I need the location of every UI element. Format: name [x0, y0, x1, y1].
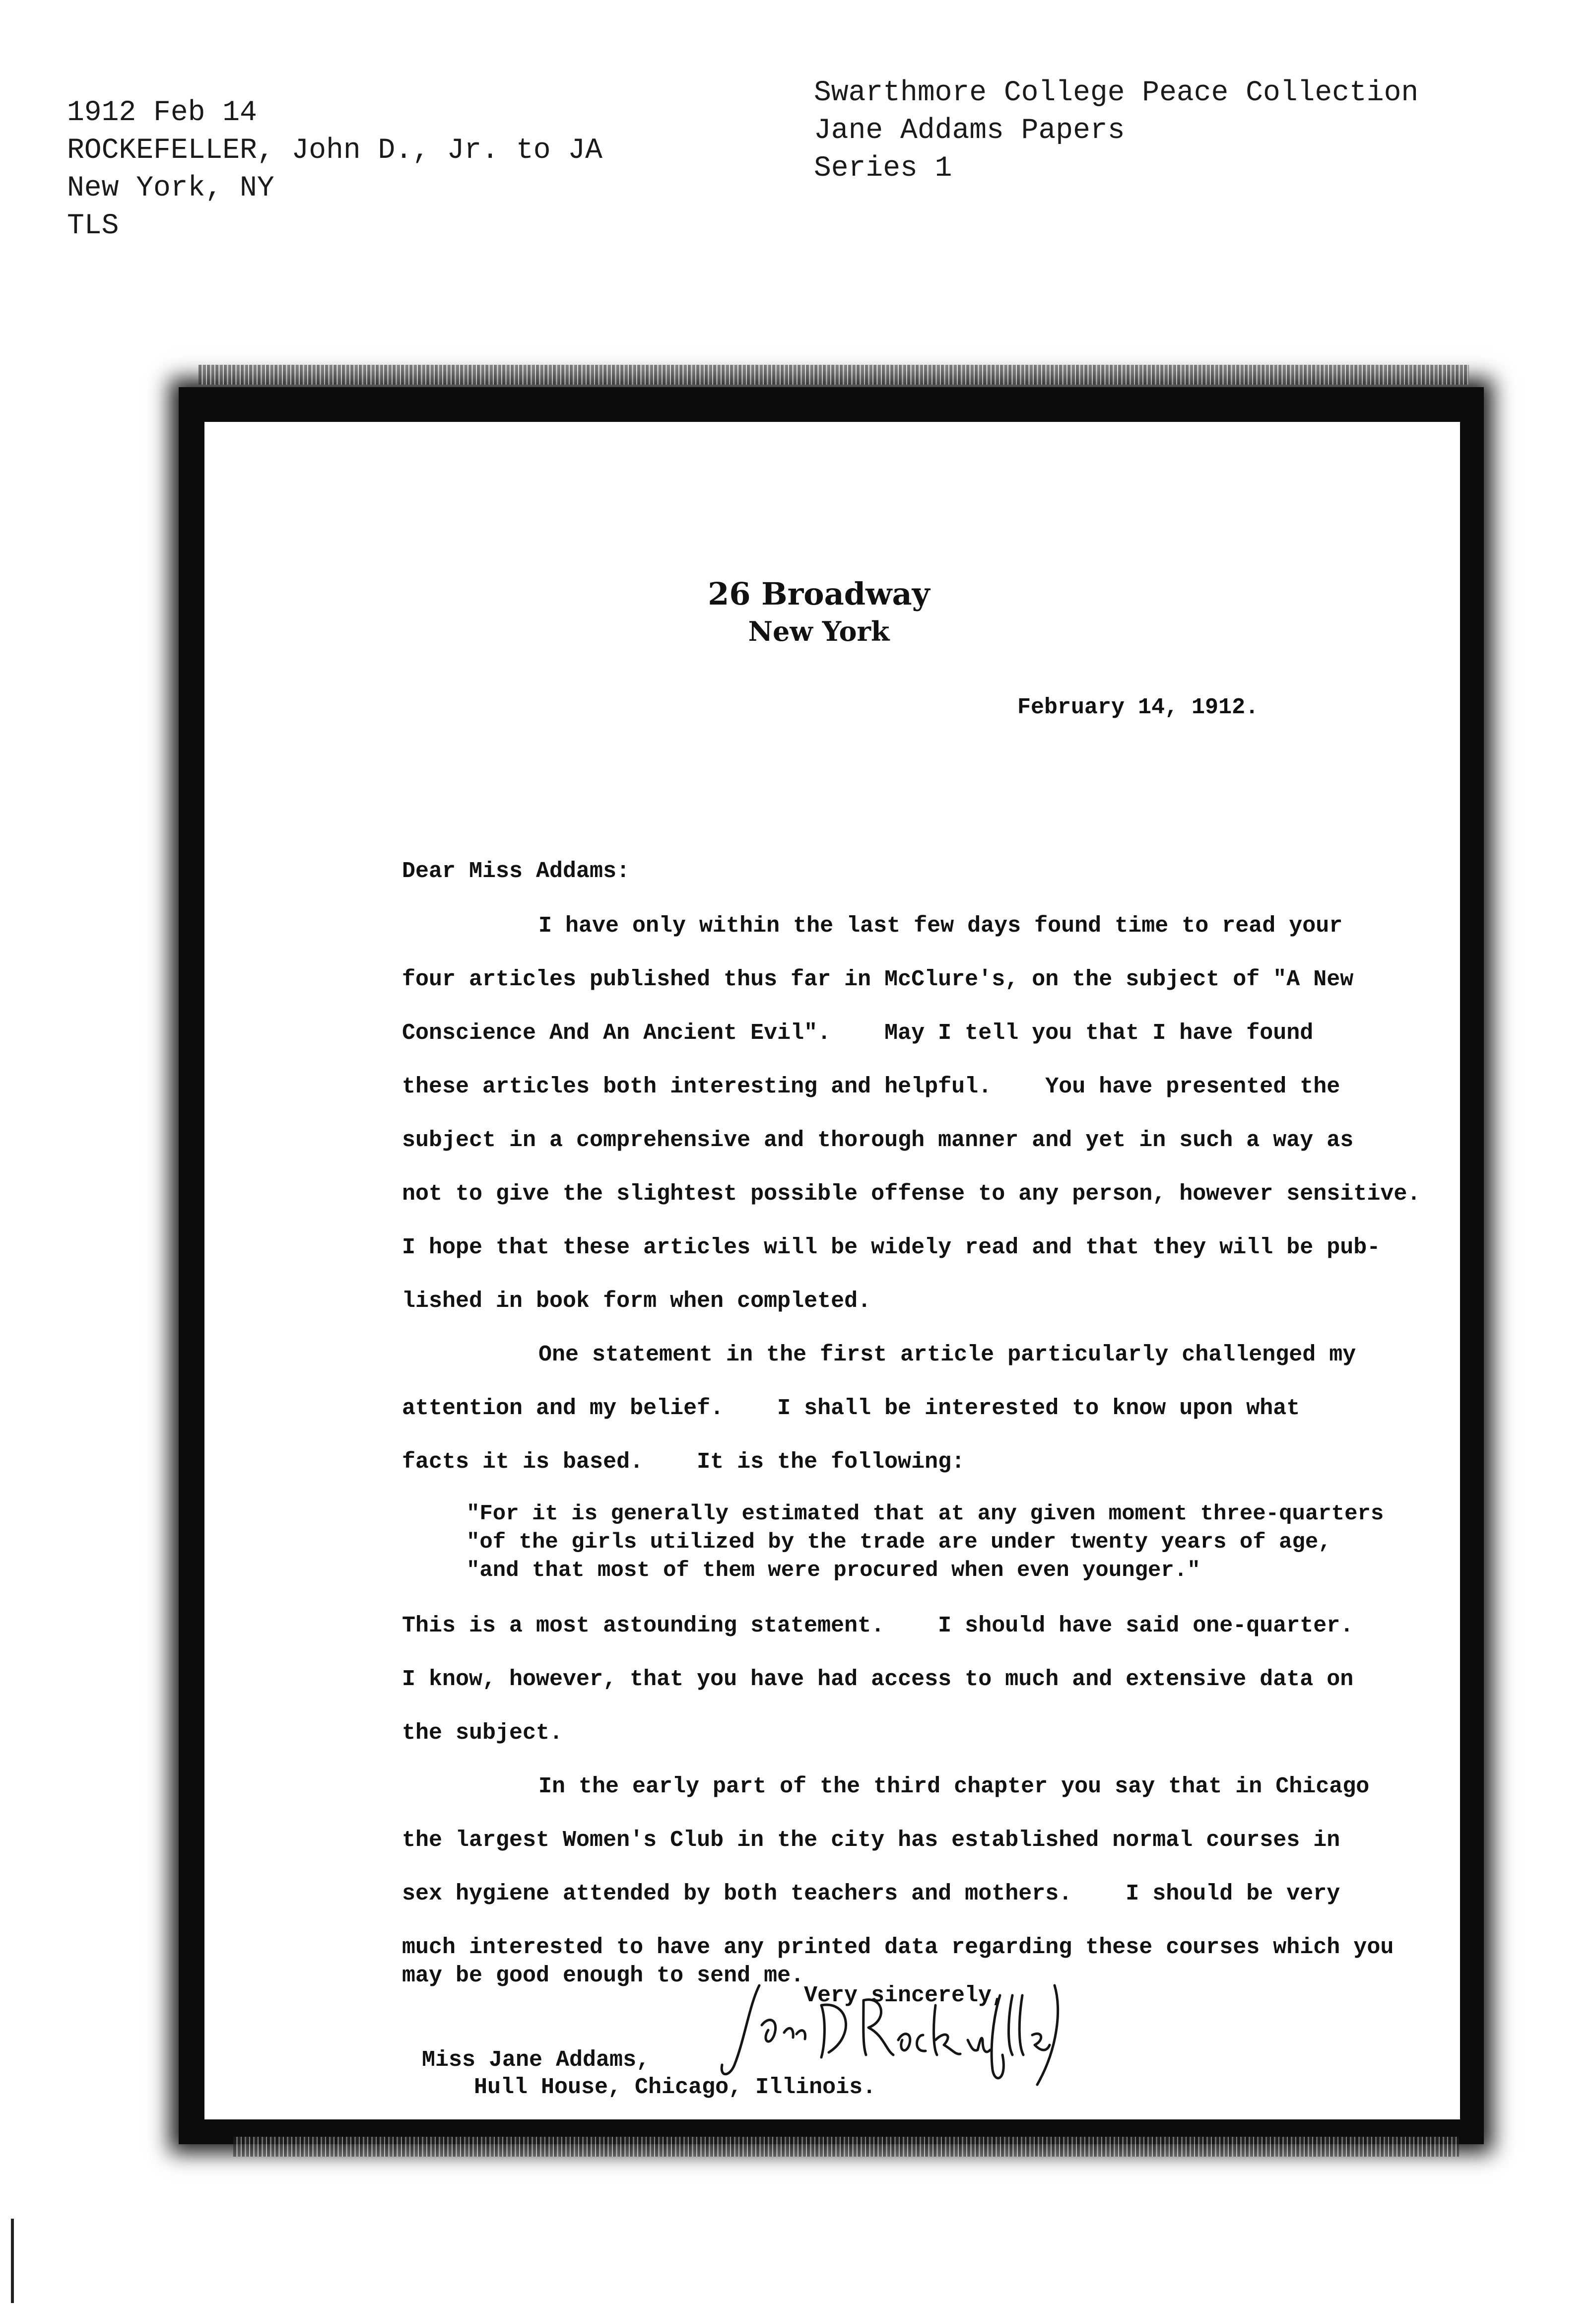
quote-line: "of the girls utilized by the trade are under twenty years of age, — [466, 1530, 1331, 1555]
paragraph2-line: attention and my belief. I shall be interested to know upon what — [402, 1396, 1300, 1421]
paragraph1-line: Conscience And An Ancient Evil". May I tell you that I have found — [402, 1020, 1314, 1046]
collection-papers: Jane Addams Papers — [814, 115, 1125, 147]
paragraph1-line: these articles both interesting and helpful. You have presented the — [402, 1074, 1340, 1099]
quote-line: "and that most of them were procured when even younger." — [466, 1558, 1200, 1583]
collection-name: Swarthmore College Peace Collection — [814, 77, 1419, 109]
scan-edge-top — [199, 365, 1469, 385]
paragraph3-line: I know, however, that you have had access to much and extensive data on — [402, 1667, 1354, 1692]
catalog-correspondents: ROCKEFELLER, John D., Jr. to JA — [67, 135, 602, 167]
paragraph3-line: This is a most astounding statement. I should have said one-quarter. — [402, 1613, 1354, 1638]
paragraph4-line: the largest Women's Club in the city has established normal courses in — [402, 1828, 1340, 1853]
paragraph1-line: I hope that these articles will be widely read and that they will be pub- — [402, 1235, 1381, 1260]
letter-date: February 14, 1912. — [1017, 695, 1259, 720]
paragraph4-line: much interested to have any printed data regarding these courses which you — [402, 1935, 1394, 1960]
quote-line: "For it is generally estimated that at any given moment three-quarters — [466, 1501, 1384, 1526]
catalog-place: New York, NY — [67, 172, 274, 204]
archive-catalog-info — [67, 94, 602, 245]
margin-mark — [11, 2219, 14, 2303]
paragraph1-line: subject in a comprehensive and thorough manner and yet in such a way as — [402, 1128, 1354, 1153]
collection-series: Series 1 — [814, 152, 952, 185]
archive-collection-info — [814, 74, 1418, 188]
addressee-address: Hull House, Chicago, Illinois. — [474, 2075, 876, 2100]
paragraph4-line: sex hygiene attended by both teachers and mothers. I should be very — [402, 1881, 1340, 1906]
paragraph4-line: may be good enough to send me. — [402, 1963, 804, 1988]
paragraph2-line: facts it is based. It is the following: — [402, 1449, 965, 1475]
paragraph1-line: I have only within the last few days found time to read your — [538, 913, 1343, 939]
paragraph1-line: four articles published thus far in McClure's, on the subject of "A New — [402, 967, 1354, 992]
letter-sheet — [204, 422, 1460, 2119]
letterhead-city: New York — [748, 615, 890, 647]
catalog-date: 1912 Feb 14 — [67, 97, 257, 129]
letterhead-street: 26 Broadway — [708, 576, 930, 612]
paragraph3-line: the subject. — [402, 1720, 563, 1746]
salutation: Dear Miss Addams: — [402, 859, 630, 884]
scan-edge-bottom — [233, 2137, 1459, 2157]
paragraph4-line: In the early part of the third chapter you say that in Chicago — [538, 1774, 1370, 1799]
addressee-name: Miss Jane Addams, — [422, 2047, 650, 2073]
catalog-doc-type: TLS — [67, 210, 119, 242]
paragraph1-line: lished in book form when completed. — [402, 1289, 871, 1314]
closing: Very sincerely, — [804, 1983, 1005, 2008]
paragraph1-line: not to give the slightest possible offense to any person, however sensitive. — [402, 1181, 1421, 1207]
paragraph2-line: One statement in the first article particularly challenged my — [538, 1342, 1356, 1367]
